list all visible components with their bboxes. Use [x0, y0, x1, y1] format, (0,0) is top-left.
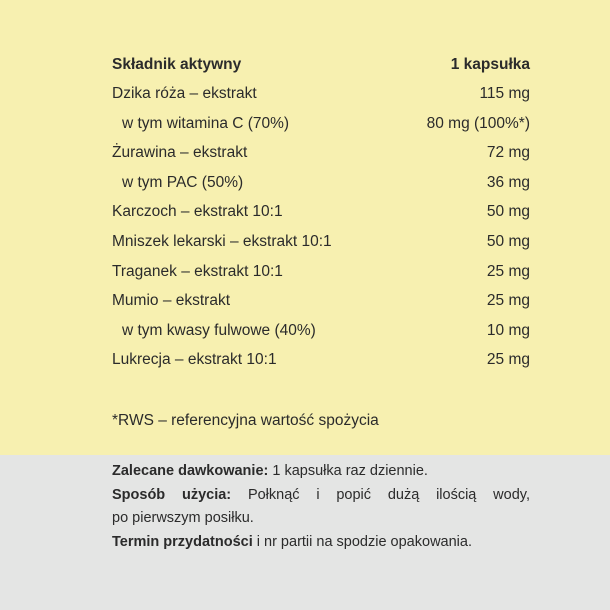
ingredient-name: Lukrecja – ekstrakt 10:1: [112, 351, 277, 369]
ingredient-name: w tym PAC (50%): [122, 173, 244, 191]
table-row: [112, 138, 530, 168]
usage-word: i: [316, 486, 320, 503]
usage-label-word: Sposób: [112, 486, 166, 503]
header-ingredient: Składnik aktywny: [112, 56, 242, 73]
expiry-text: i nr partii na spodzie opakowania.: [256, 533, 472, 550]
usage-word: ilością: [436, 486, 477, 503]
usage-instructions: [112, 460, 530, 554]
ingredient-amount: 72 mg: [486, 144, 530, 162]
table-row: [112, 227, 530, 257]
table-row: [112, 345, 530, 375]
ingredient-amount: 50 mg: [486, 232, 530, 250]
ingredient-name: Żurawina – ekstrakt: [112, 144, 248, 162]
table-row: [112, 168, 530, 198]
ingredient-amount: 36 mg: [486, 173, 530, 191]
ingredient-name: w tym witamina C (70%): [122, 114, 290, 132]
table-row: [112, 79, 530, 109]
ingredient-amount: 25 mg: [486, 351, 530, 369]
table-header-row: [112, 51, 530, 79]
ingredient-amount: 10 mg: [486, 321, 530, 339]
ingredient-amount: 115 mg: [479, 85, 530, 102]
ingredient-name: Mumio – ekstrakt: [112, 292, 231, 310]
usage-word: wody,: [493, 486, 530, 503]
table-row: [112, 286, 530, 316]
ingredient-name: w tym kwasy fulwowe (40%): [122, 321, 316, 339]
ingredient-amount: 50 mg: [486, 203, 530, 221]
ingredient-name: Mniszek lekarski – ekstrakt 10:1: [112, 232, 332, 250]
table-row: [112, 316, 530, 346]
expiry-label: Termin przydatności: [112, 533, 253, 550]
usage-word: Połknąć: [247, 486, 300, 503]
usage-label-word: użycia:: [181, 486, 232, 503]
table-row: [112, 197, 530, 227]
table-row: [112, 109, 530, 139]
dosage-line: [112, 460, 530, 484]
ingredient-name: Dzika róża – ekstrakt: [112, 85, 257, 102]
header-amount: 1 kapsułka: [450, 56, 530, 73]
usage-line: [112, 484, 530, 508]
usage-line-continued: po pierwszym posiłku.: [112, 510, 254, 526]
usage-word: dużą: [387, 486, 420, 503]
dosage-label: Zalecane dawkowanie:: [112, 463, 269, 479]
expiry-line: [112, 531, 530, 555]
ingredient-name: Karczoch – ekstrakt 10:1: [112, 203, 283, 221]
ingredients-table: [112, 51, 530, 375]
ingredient-name: Traganek – ekstrakt 10:1: [112, 262, 283, 280]
table-row: [112, 257, 530, 287]
dosage-text: 1 kapsułka raz dziennie.: [272, 463, 428, 479]
rws-footnote: *RWS – referencyjna wartość spożycia: [112, 412, 379, 429]
ingredient-amount: 25 mg: [486, 262, 530, 280]
ingredient-amount: 80 mg (100%*): [426, 114, 530, 132]
usage-word: popić: [336, 486, 372, 503]
ingredient-amount: 25 mg: [486, 292, 530, 310]
